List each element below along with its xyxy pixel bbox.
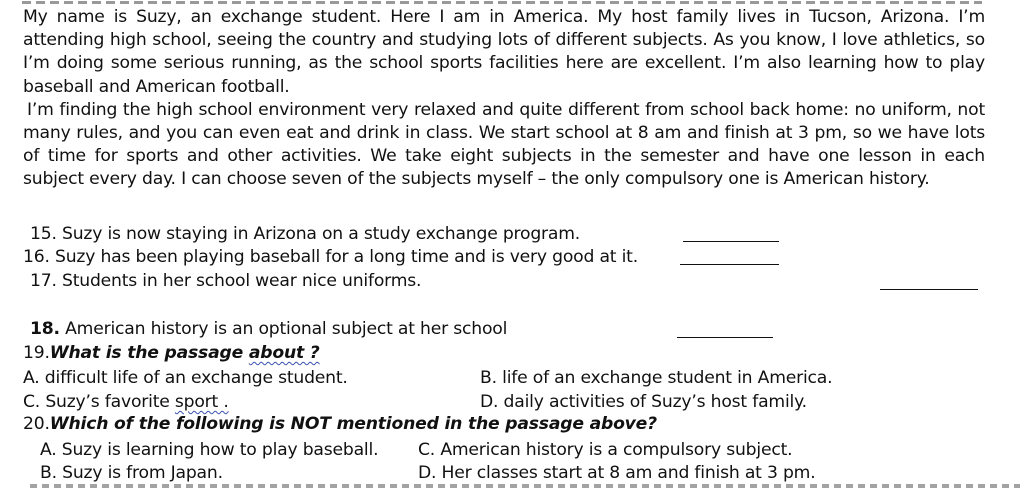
statement-18: [30, 318, 507, 340]
q19-option-a[interactable]: A. difficult life of an exchange student.: [23, 368, 348, 388]
statement-18-text: American history is an optional subject at her school: [59, 319, 508, 339]
answer-blank-16[interactable]: [680, 264, 779, 265]
q19-option-d[interactable]: D. daily activities of Suzy’s host family.: [480, 392, 807, 412]
q20-option-c[interactable]: C. American history is a compulsory subject.: [418, 440, 793, 460]
reading-passage: [23, 6, 985, 192]
question-19-underlined: about ?: [248, 343, 320, 363]
statement-15: 15. Suzy is now staying in Arizona on a study exchange program.: [30, 224, 581, 244]
answer-blank-15[interactable]: [683, 241, 779, 242]
question-20-text: Which of the following is NOT mentioned in the passage above?: [49, 414, 657, 434]
passage-paragraph-2: I’m finding the high school environment very relaxed and quite different from school back home: no uniform, not many rules, and you can even eat and drink in class. We start school at 8 am and finish at 3 pm, so we have lots of time for sports and other activities. We take eight subjects in the semester and have one lesson in each subject every day. I can choose seven of the subjects myself – the only compulsory one is American history.: [23, 99, 985, 190]
q20-option-a[interactable]: A. Suzy is learning how to play baseball.: [40, 440, 379, 460]
q19-option-b[interactable]: B. life of an exchange student in America.: [480, 368, 833, 388]
answer-blank-18[interactable]: [677, 337, 773, 338]
q19-option-c-text: C. Suzy’s favorite: [23, 392, 170, 412]
cropped-bottom-line: [30, 484, 1020, 488]
q20-option-d[interactable]: D. Her classes start at 8 am and finish at 3 pm.: [418, 463, 816, 483]
q20-option-b[interactable]: B. Suzy is from Japan.: [40, 463, 223, 483]
question-19-number: 19.: [23, 343, 50, 363]
statement-16: 16. Suzy has been playing baseball for a long time and is very good at it.: [23, 247, 638, 267]
statement-17: 17. Students in her school wear nice uniforms.: [30, 271, 422, 291]
question-19-text: What is the passage: [49, 343, 244, 363]
cropped-top-line: [0, 0, 1024, 5]
answer-blank-17[interactable]: [880, 289, 978, 290]
passage-paragraph-1: My name is Suzy, an exchange student. Here I am in America. My host family lives in Tucson, Arizona. I’m attending high school, seeing the country and studying lots of different subjects. As you know, I love athletics, so I’m doing some serious running, as the school sports facilities here are excellent. I’m also learning how to play baseball and American football.: [23, 7, 985, 97]
q19-option-c-underlined: sport .: [174, 392, 229, 412]
q19-option-c[interactable]: [23, 391, 229, 413]
question-20: [23, 413, 657, 435]
statement-18-number: 18.: [30, 319, 60, 339]
question-20-number: 20.: [23, 414, 50, 434]
question-19: [23, 342, 320, 364]
